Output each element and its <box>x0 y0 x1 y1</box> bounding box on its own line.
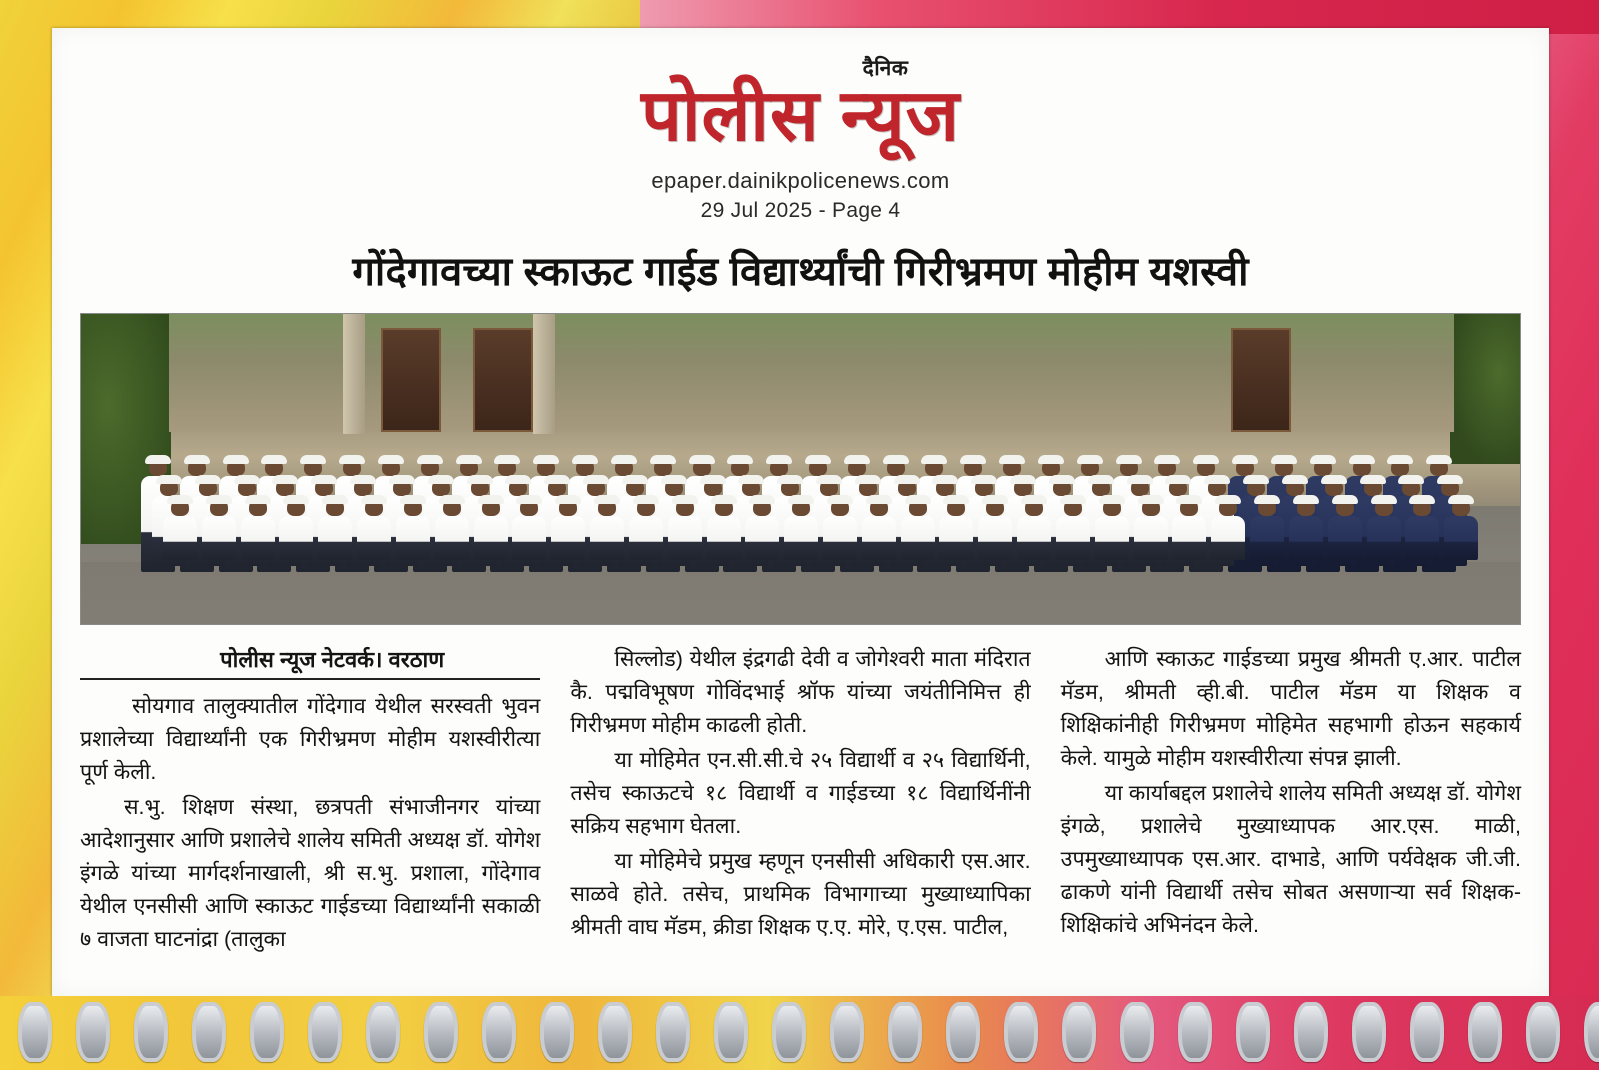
paragraph: आणि स्काऊट गाईडच्या प्रमुख श्रीमती ए.आर. पाटील मॅडम, श्रीमती व्ही.बी. पाटील मॅडम या शिक्षक व शिक्षिकांनीही गिरीभ्रमण मोहिमेत सहभागी होऊन सहकार्य केले. यामुळे मोहीम यशस्वीरीत्या संपन्न झाली. <box>1060 647 1521 770</box>
spiral-ring <box>1468 1002 1502 1062</box>
article-body <box>80 643 1521 956</box>
photo-person <box>745 516 779 560</box>
photo-person <box>1017 516 1051 560</box>
photo-person <box>978 516 1012 560</box>
paragraph: या कार्याबद्दल प्रशालेचे शालेय समिती अध्यक्ष डॉ. योगेश इंगळे, प्रशालेचे मुख्याध्यापक आर.एस. माळी, उपमुख्याध्यापक एस.आर. दाभाडे, आणि पर्यवेक्षक जी.जी. ढाकणे यांनी विद्यार्थी तसेच सोबत असणाऱ्या सर्व शिक्षक-शिक्षिकांचे अभिनंदन केले. <box>1060 781 1521 937</box>
spiral-ring <box>1120 1002 1154 1062</box>
photo-person <box>1328 516 1362 560</box>
photo-person <box>1405 516 1439 560</box>
photo-person <box>202 516 236 560</box>
spiral-ring <box>1526 1002 1560 1062</box>
article-photo <box>80 313 1521 625</box>
spiral-ring <box>1236 1002 1270 1062</box>
masthead <box>52 28 1549 223</box>
paragraph: स.भु. शिक्षण संस्था, छत्रपती संभाजीनगर यांच्या आदेशानुसार आणि प्रशालेचे शालेय समिती अध्यक्ष डॉ. योगेश इंगळे यांच्या मार्गदर्शनाखाली, श्री स.भु. प्रशाला, गोंदेगाव येथील एनसीसी आणि स्काऊट गाईडच्या विद्यार्थ्यांनी सकाळी ७ वाजता घाटनांद्रा (तालुका <box>80 795 541 951</box>
photo-person <box>707 516 741 560</box>
masthead-title: पोलीस न्यूज <box>640 76 961 156</box>
photo-person <box>435 516 469 560</box>
spiral-ring <box>1584 1002 1599 1062</box>
photo-person <box>551 516 585 560</box>
spiral-ring <box>888 1002 922 1062</box>
spiral-ring <box>1178 1002 1212 1062</box>
photo-person <box>939 516 973 560</box>
paragraph: या मोहिमेचे प्रमुख म्हणून एनसीसी अधिकारी एस.आर. साळवे होते. तसेच, प्राथमिक विभागाच्या मुख्याध्यापिका श्रीमती वाघ मॅडम, क्रीडा शिक्षक ए.ए. मोरे, ए.एस. पाटील, <box>570 849 1031 939</box>
photo-person <box>1250 516 1284 560</box>
photo-person <box>1172 516 1206 560</box>
photo-person <box>1444 516 1478 560</box>
photo-person <box>590 516 624 560</box>
spiral-ring <box>714 1002 748 1062</box>
byline-divider <box>80 678 540 680</box>
photo-person <box>279 516 313 560</box>
spiral-ring <box>1062 1002 1096 1062</box>
photo-person <box>784 516 818 560</box>
photo-person <box>163 516 197 560</box>
paragraph: सोयगाव तालुक्यातील गोंदेगाव येथील सरस्वती भुवन प्रशालेच्या विद्यार्थ्यांनी एक गिरीभ्रमण मोहीम यशस्वीरीत्या पूर्ण केली. <box>80 694 541 784</box>
article-column-3 <box>1061 643 1521 956</box>
article-column-1 <box>80 643 540 956</box>
photo-person <box>668 516 702 560</box>
spiral-ring <box>1410 1002 1444 1062</box>
photo-person <box>241 516 275 560</box>
photo-person <box>357 516 391 560</box>
spiral-ring <box>308 1002 342 1062</box>
notebook-spiral-binding <box>0 996 1599 1070</box>
masthead-website: epaper.dainikpolicenews.com <box>651 168 950 193</box>
spiral-ring <box>366 1002 400 1062</box>
photo-person <box>823 516 857 560</box>
masthead-kicker: दैनिक <box>862 57 909 80</box>
spiral-ring <box>424 1002 458 1062</box>
spiral-ring <box>192 1002 226 1062</box>
spiral-ring <box>250 1002 284 1062</box>
article-column-2 <box>570 643 1030 956</box>
photo-person <box>1289 516 1323 560</box>
spiral-ring <box>482 1002 516 1062</box>
photo-person <box>1056 516 1090 560</box>
photo-person <box>396 516 430 560</box>
spiral-ring <box>1352 1002 1386 1062</box>
spiral-ring <box>830 1002 864 1062</box>
article-headline: गोंदेगावच्या स्काऊट गाईड विद्यार्थ्यांची गिरीभ्रमण मोहीम यशस्वी <box>352 250 1249 294</box>
photo-person <box>901 516 935 560</box>
spiral-ring <box>772 1002 806 1062</box>
spiral-ring <box>76 1002 110 1062</box>
newspaper-clipping <box>52 28 1549 996</box>
photo-person <box>1211 516 1245 560</box>
photo-person <box>1367 516 1401 560</box>
photo-person <box>474 516 508 560</box>
paragraph: सिल्लोड) येथील इंद्रगढी देवी व जोगेश्वरी माता मंदिरात कै. पद्मविभूषण गोविंदभाई श्रॉफ यांच्या जयंतीनिमित्त ही गिरीभ्रमण मोहीम काढली होती. <box>570 647 1031 737</box>
article-byline: पोलीस न्यूज नेटवर्क। वरठाण <box>220 647 445 672</box>
masthead-issue-date: 29 Jul 2025 - Page 4 <box>700 199 901 222</box>
spiral-ring <box>134 1002 168 1062</box>
spiral-ring <box>1004 1002 1038 1062</box>
spiral-ring <box>946 1002 980 1062</box>
photo-student-group <box>141 372 1480 572</box>
photo-scene <box>81 314 1520 624</box>
photo-person <box>629 516 663 560</box>
photo-person <box>318 516 352 560</box>
photo-person <box>1134 516 1168 560</box>
spiral-ring <box>540 1002 574 1062</box>
photo-person <box>512 516 546 560</box>
photo-person <box>1095 516 1129 560</box>
photo-person <box>862 516 896 560</box>
spiral-ring <box>656 1002 690 1062</box>
spiral-ring <box>598 1002 632 1062</box>
spiral-ring <box>18 1002 52 1062</box>
paragraph: या मोहिमेत एन.सी.सी.चे २५ विद्यार्थी व २५ विद्यार्थिनी, तसेच स्काऊटचे १८ विद्यार्थी व गाईडच्या १८ विद्यार्थिनींनी सक्रिय सहभाग घेतला. <box>570 748 1031 838</box>
spiral-ring <box>1294 1002 1328 1062</box>
